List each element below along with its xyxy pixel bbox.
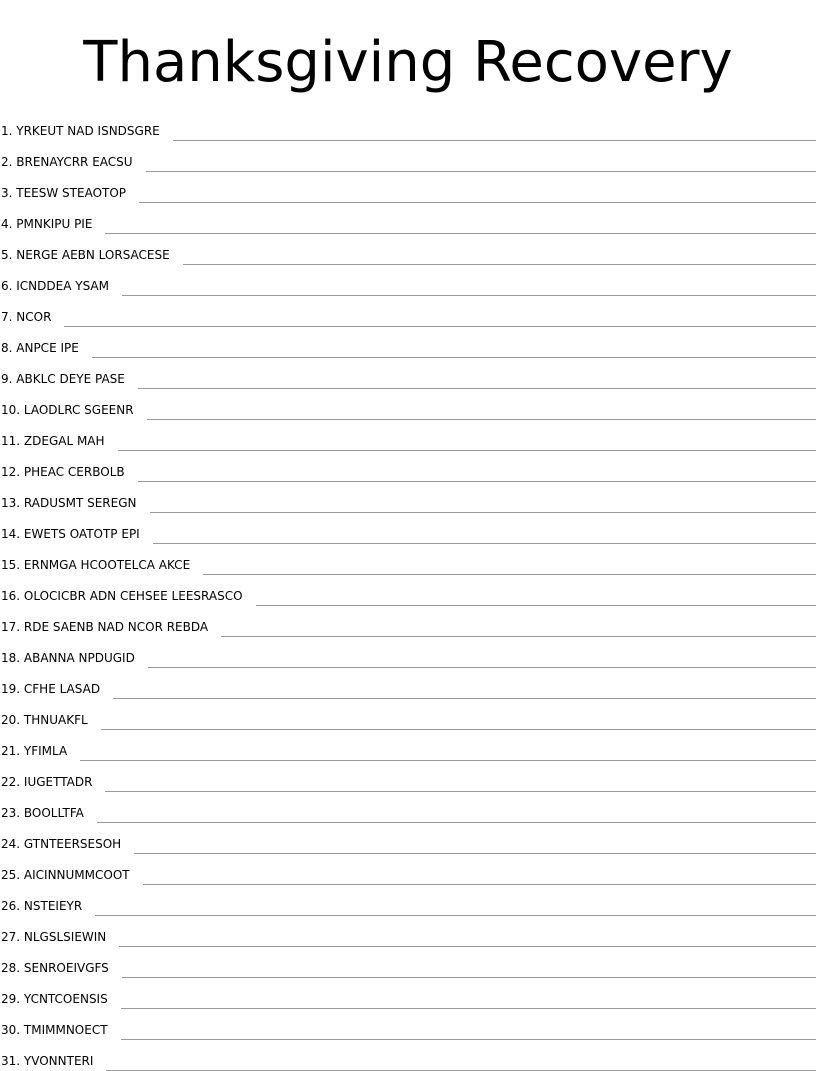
question-label: 3. TEESW STEAOTOP — [0, 185, 139, 201]
question-label: 27. NLGSLSIEWIN — [0, 929, 119, 945]
answer-line[interactable] — [221, 635, 816, 637]
question-label: 16. OLOCICBR ADN CEHSEE LEESRASCO — [0, 588, 256, 604]
question-row — [0, 420, 816, 451]
answer-line[interactable] — [105, 790, 816, 792]
question-row — [0, 730, 816, 761]
answer-line[interactable] — [64, 325, 816, 327]
answer-line[interactable] — [256, 604, 816, 606]
answer-line[interactable] — [105, 232, 816, 234]
question-label: 6. ICNDDEA YSAM — [0, 278, 122, 294]
answer-line[interactable] — [122, 294, 816, 296]
question-row — [0, 916, 816, 947]
answer-line[interactable] — [138, 387, 816, 389]
question-row — [0, 296, 816, 327]
question-label: 4. PMNKIPU PIE — [0, 216, 105, 232]
question-row — [0, 358, 816, 389]
answer-line[interactable] — [143, 883, 816, 885]
question-label: 21. YFIMLA — [0, 743, 80, 759]
question-label: 13. RADUSMT SEREGN — [0, 495, 150, 511]
answer-line[interactable] — [101, 728, 816, 730]
question-row — [0, 761, 816, 792]
question-row — [0, 327, 816, 358]
question-row — [0, 141, 816, 172]
answer-line[interactable] — [173, 139, 816, 141]
question-row — [0, 668, 816, 699]
question-label: 30. TMIMMNOECT — [0, 1022, 121, 1038]
question-row — [0, 1009, 816, 1040]
question-row — [0, 792, 816, 823]
question-row — [0, 389, 816, 420]
question-label: 22. IUGETTADR — [0, 774, 105, 790]
question-label: 5. NERGE AEBN LORSACESE — [0, 247, 183, 263]
answer-line[interactable] — [95, 914, 816, 916]
answer-line[interactable] — [121, 1038, 816, 1040]
answer-line[interactable] — [148, 666, 816, 668]
answer-line[interactable] — [183, 263, 816, 265]
question-label: 7. NCOR — [0, 309, 64, 325]
question-row — [0, 265, 816, 296]
question-label: 23. BOOLLTFA — [0, 805, 97, 821]
answer-line[interactable] — [134, 852, 816, 854]
question-list — [0, 110, 816, 1071]
answer-line[interactable] — [147, 418, 816, 420]
question-row — [0, 544, 816, 575]
answer-line[interactable] — [146, 170, 816, 172]
question-label: 20. THNUAKFL — [0, 712, 101, 728]
question-label: 19. CFHE LASAD — [0, 681, 113, 697]
question-label: 11. ZDEGAL MAH — [0, 433, 118, 449]
question-row — [0, 947, 816, 978]
question-row — [0, 885, 816, 916]
question-row — [0, 637, 816, 668]
question-row — [0, 575, 816, 606]
question-label: 2. BRENAYCRR EACSU — [0, 154, 146, 170]
question-row — [0, 172, 816, 203]
question-label: 10. LAODLRC SGEENR — [0, 402, 147, 418]
question-label: 9. ABKLC DEYE PASE — [0, 371, 138, 387]
question-row — [0, 606, 816, 637]
answer-line[interactable] — [97, 821, 816, 823]
question-label: 1. YRKEUT NAD ISNDSGRE — [0, 123, 173, 139]
question-label: 8. ANPCE IPE — [0, 340, 92, 356]
question-label: 12. PHEAC CERBOLB — [0, 464, 138, 480]
question-row — [0, 513, 816, 544]
answer-line[interactable] — [92, 356, 816, 358]
answer-line[interactable] — [118, 449, 816, 451]
page-title: Thanksgiving Recovery — [0, 28, 816, 98]
question-label: 26. NSTEIEYR — [0, 898, 95, 914]
answer-line[interactable] — [113, 697, 816, 699]
question-label: 25. AICINNUMMCOOT — [0, 867, 143, 883]
question-label: 17. RDE SAENB NAD NCOR REBDA — [0, 619, 221, 635]
answer-line[interactable] — [138, 480, 816, 482]
question-row — [0, 234, 816, 265]
question-row — [0, 482, 816, 513]
question-label: 31. YVONNTERI — [0, 1053, 106, 1069]
question-label: 14. EWETS OATOTP EPI — [0, 526, 153, 542]
question-label: 15. ERNMGA HCOOTELCA AKCE — [0, 557, 203, 573]
answer-line[interactable] — [121, 1007, 816, 1009]
question-label: 29. YCNTCOENSIS — [0, 991, 121, 1007]
question-row — [0, 854, 816, 885]
question-row — [0, 451, 816, 482]
question-row — [0, 823, 816, 854]
answer-line[interactable] — [119, 945, 816, 947]
question-label: 24. GTNTEERSESOH — [0, 836, 134, 852]
answer-line[interactable] — [122, 976, 816, 978]
question-label: 18. ABANNA NPDUGID — [0, 650, 148, 666]
answer-line[interactable] — [80, 759, 816, 761]
answer-line[interactable] — [203, 573, 816, 575]
question-row — [0, 110, 816, 141]
question-row — [0, 203, 816, 234]
answer-line[interactable] — [150, 511, 816, 513]
question-row — [0, 699, 816, 730]
question-label: 28. SENROEIVGFS — [0, 960, 122, 976]
answer-line[interactable] — [153, 542, 816, 544]
question-row — [0, 978, 816, 1009]
answer-line[interactable] — [139, 201, 816, 203]
